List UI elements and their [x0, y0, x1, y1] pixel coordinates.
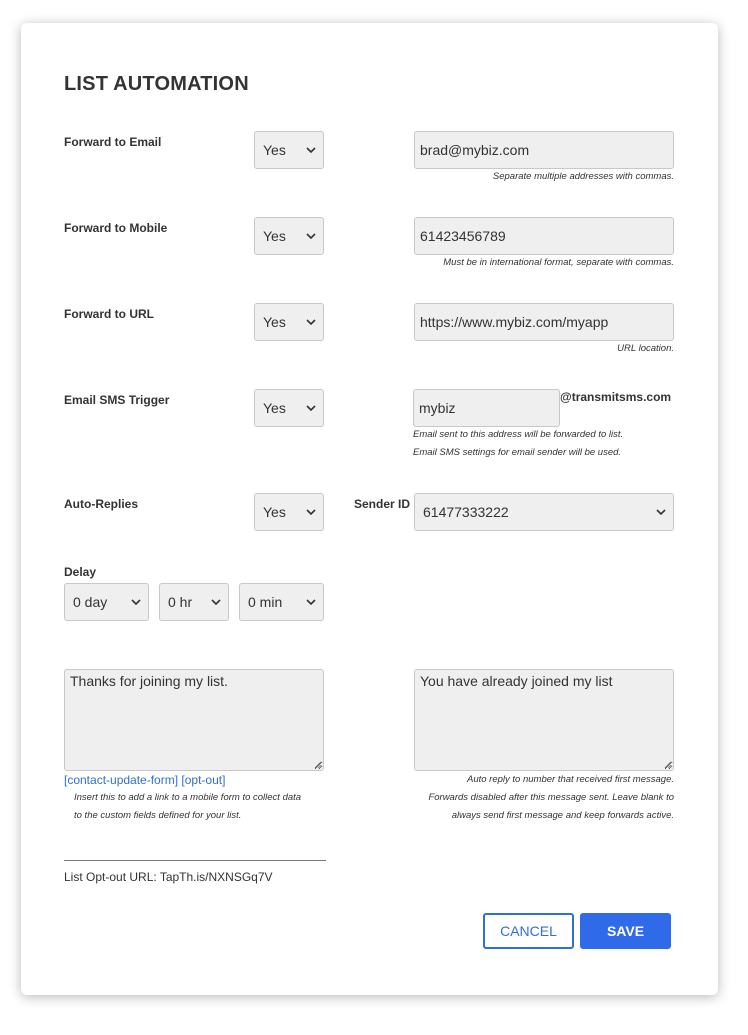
chevron-down-icon — [306, 506, 316, 518]
forward-email-input[interactable] — [414, 131, 674, 169]
forward-url-toggle[interactable] — [254, 303, 324, 341]
insert-links-hint-2: to the custom fields defined for your list. — [74, 810, 242, 821]
email-sms-trigger-hint-2: Email SMS settings for email sender will be used. — [413, 447, 622, 458]
divider — [64, 860, 326, 861]
forward-email-toggle-value: Yes — [263, 142, 286, 158]
forward-url-input[interactable] — [414, 303, 674, 341]
sender-id-select[interactable] — [414, 493, 674, 531]
auto-replies-label: Auto-Replies — [64, 497, 139, 511]
welcome-message-textarea[interactable] — [64, 669, 324, 771]
email-sms-trigger-label: Email SMS Trigger — [64, 393, 170, 407]
chevron-down-icon — [306, 402, 316, 414]
sender-id-value: 61477333222 — [423, 504, 509, 520]
resize-grip-icon[interactable] — [313, 760, 322, 769]
email-sms-trigger-input[interactable] — [413, 389, 560, 427]
delay-label: Delay — [64, 565, 97, 579]
resize-grip-icon[interactable] — [663, 760, 672, 769]
delay-hr-value: 0 hr — [168, 594, 193, 610]
chevron-down-icon — [306, 144, 316, 156]
forward-email-label: Forward to Email — [64, 135, 162, 149]
chevron-down-icon — [211, 596, 221, 608]
page-title: LIST AUTOMATION — [64, 73, 249, 95]
email-sms-trigger-toggle-value: Yes — [263, 400, 286, 416]
forward-mobile-toggle-value: Yes — [263, 228, 286, 244]
email-sms-trigger-toggle[interactable] — [254, 389, 324, 427]
auto-replies-toggle-value: Yes — [263, 504, 286, 520]
email-sms-trigger-hint-1: Email sent to this address will be forwarded to list. — [413, 429, 624, 440]
forward-email-hint: Separate multiple addresses with commas. — [492, 171, 674, 182]
delay-day-value: 0 day — [73, 594, 108, 610]
already-joined-hint-1: Auto reply to number that received first message. — [467, 774, 674, 785]
insert-links-hint-1: Insert this to add a link to a mobile form to collect data — [74, 792, 302, 803]
forward-url-label: Forward to URL — [64, 307, 154, 321]
forward-url-toggle-value: Yes — [263, 314, 286, 330]
already-joined-text: You have already joined my list — [420, 673, 613, 689]
save-button[interactable]: SAVE — [580, 913, 671, 949]
delay-min-value: 0 min — [248, 594, 283, 610]
forward-mobile-label: Forward to Mobile — [64, 221, 168, 235]
auto-replies-toggle[interactable] — [254, 493, 324, 531]
chevron-down-icon — [306, 316, 316, 328]
forward-mobile-input[interactable] — [414, 217, 674, 255]
already-joined-hint-2: Forwards disabled after this message sent. Leave blank to — [428, 792, 674, 803]
insert-links[interactable]: [contact-update-form] [opt-out] — [64, 773, 226, 787]
chevron-down-icon — [131, 596, 141, 608]
chevron-down-icon — [306, 230, 316, 242]
email-sms-domain: @transmitsms.com — [560, 390, 672, 404]
delay-day-select[interactable] — [64, 583, 149, 621]
delay-hr-select[interactable] — [159, 583, 229, 621]
cancel-button[interactable]: CANCEL — [483, 913, 574, 949]
opt-out-url: List Opt-out URL: TapTh.is/NXNSGq7V — [64, 870, 273, 884]
forward-mobile-toggle[interactable] — [254, 217, 324, 255]
welcome-message-text: Thanks for joining my list. — [70, 673, 228, 689]
forward-url-hint: URL location. — [617, 343, 674, 354]
forward-mobile-hint: Must be in international format, separate with commas. — [443, 257, 674, 268]
sender-id-label: Sender ID — [354, 497, 411, 511]
list-automation-dialog — [21, 23, 718, 995]
forward-email-toggle[interactable] — [254, 131, 324, 169]
already-joined-hint-3: always send first message and keep forwards active. — [451, 810, 674, 821]
chevron-down-icon — [656, 506, 666, 518]
delay-min-select[interactable] — [239, 583, 324, 621]
already-joined-textarea[interactable] — [414, 669, 674, 771]
chevron-down-icon — [306, 596, 316, 608]
